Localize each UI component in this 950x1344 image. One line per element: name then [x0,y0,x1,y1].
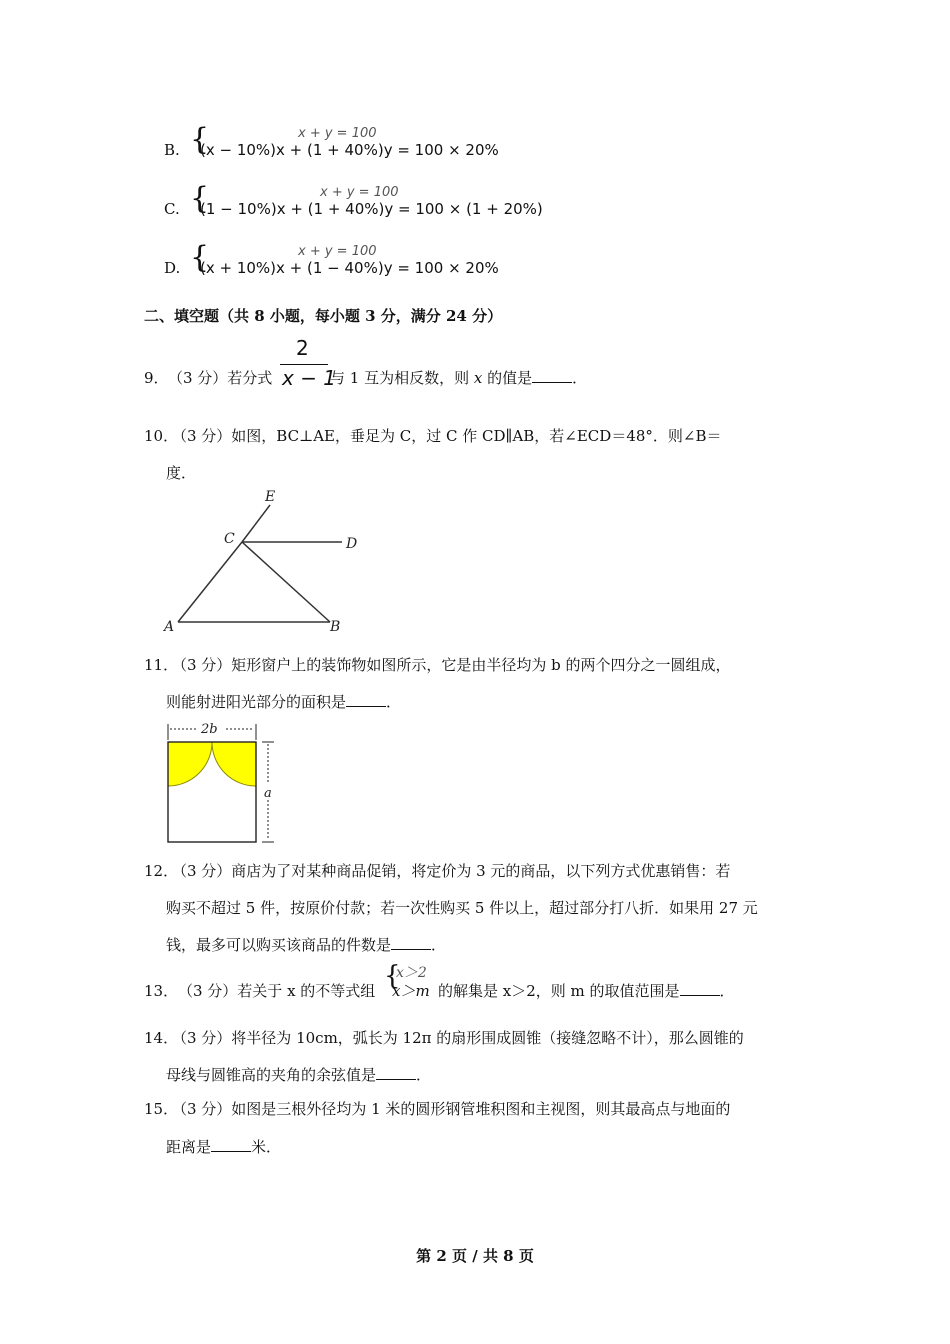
brace-icon: { [190,181,210,216]
q11-line2-text: 则能射进阳光部分的面积是 [166,693,347,711]
option-b-eq2: (x − 10%)x + (1 + 40%)y = 100 × 20% [200,141,499,159]
q9-answer-blank[interactable] [532,368,572,383]
label-a: A [164,619,175,635]
option-d-eq2: (x + 10%)x + (1 − 40%)y = 100 × 20% [200,259,499,277]
dimension-top-label: 2b [201,722,218,737]
q14-line1: （3 分）将半径为 10cm，弧长为 12π 的扇形围成圆锥（接缝忽略不计），那么圆锥的 [172,1029,744,1047]
option-c-eq1: x + y = 100 [320,185,399,200]
q13-ineq1: x＞2 [396,965,427,981]
q10-line2: 度． [166,464,197,482]
line-ca [178,542,242,622]
q11-line1-text: （3 分）矩形窗户上的装饰物如图所示，它是由半径均为 b 的两个四分之一圆组成， [172,656,731,674]
q14-number: 14． [144,1029,179,1047]
q10-line1: （3 分）如图，BC⊥AE，垂足为 C，过 C 作 CD∥AB，若∠ECD＝48°．则∠B＝ [172,427,722,445]
q10-figure [160,485,380,635]
q13-post [438,980,735,1001]
option-c-eq2: (1 − 10%)x + (1 + 40%)y = 100 × (1 + 20%) [200,200,543,218]
q11-end: ． [386,693,402,711]
q15-answer-blank[interactable] [211,1137,251,1152]
section-title: 二、填空题（共 8 小题，每小题 3 分，满分 24 分） [144,307,503,325]
q12-end: ． [431,936,447,954]
q15-line1: （3 分）如图是三根外径均为 1 米的圆形钢管堆积图和主视图，则其最高点与地面的 [172,1100,731,1118]
q15-end: 米． [251,1138,282,1156]
q12-line1: （3 分）商店为了对某种商品促销，将定价为 3 元的商品，以下列方式优惠销售：若 [172,862,731,880]
q9-rest-a: 与 1 互为相反数，则 [330,369,474,387]
brace-icon: { [190,122,210,157]
page-footer: 第 2 页 / 共 8 页 [416,1247,534,1265]
brace-icon: { [190,240,210,275]
line-ce [242,505,270,542]
question-13 [144,962,824,1006]
q13-post-text: 的解集是 x＞2，则 m 的取值范围是 [438,982,680,1000]
option-d-eq1: x + y = 100 [298,244,377,259]
q12-number: 12． [144,862,179,880]
q14-line2-text: 母线与圆锥高的夹角的余弦值是 [166,1066,377,1084]
q11-number: 11． [144,656,179,674]
q9-frac-numerator: 2 [296,336,309,360]
q9-rest [330,367,587,388]
q12-line2: 购买不超过 5 件，按原价付款；若一次性购买 5 件以上，超过部分打八折．如果用 27 元 [166,899,758,917]
q12-line3-text: 钱，最多可以购买该商品的件数是 [166,936,392,954]
q10-number: 10． [144,427,179,445]
q11-answer-blank[interactable] [346,692,386,707]
brace-icon: { [384,961,401,991]
q15-line2-text: 距离是 [166,1138,212,1156]
q9-frac-denominator: x − 1 [282,366,337,390]
label-b: B [330,619,341,635]
window-right-quarter-circle [212,742,256,786]
dimension-side-label: a [264,786,272,801]
q13-answer-blank[interactable] [680,981,720,996]
q12-answer-blank[interactable] [391,935,431,950]
option-b-label: B. [164,141,180,159]
q13-pre: （3 分）若关于 x 的不等式组 [178,982,376,1000]
q13-end: ． [719,982,735,1000]
q14-line2 [166,1064,431,1085]
label-c: C [224,531,235,547]
line-cb [242,542,330,622]
q14-end: ． [416,1066,432,1084]
q9-end: ． [572,369,588,387]
q11-line1 [172,654,730,675]
option-d-label: D. [164,259,181,277]
option-c-label: C. [164,200,180,218]
q9-number: 9． [144,369,169,387]
q15-number: 15． [144,1100,179,1118]
label-d: D [346,536,358,552]
q9-frac-bar [280,364,328,365]
option-b-eq1: x + y = 100 [298,126,377,141]
q9-score: （3 分）若分式 [168,369,273,387]
q13-ineq2: x＞m [392,982,430,1000]
question-9 [144,334,824,394]
q12-line3 [166,934,446,955]
q9-var: x [473,369,483,387]
q11-line2 [166,691,401,712]
q15-line2 [166,1136,281,1157]
label-e: E [265,489,276,505]
q11-figure [160,718,280,848]
window-left-quarter-circle [168,742,212,786]
q13-number: 13． [144,982,179,1000]
q9-rest-b: 的值是 [482,369,533,387]
q14-answer-blank[interactable] [376,1065,416,1080]
